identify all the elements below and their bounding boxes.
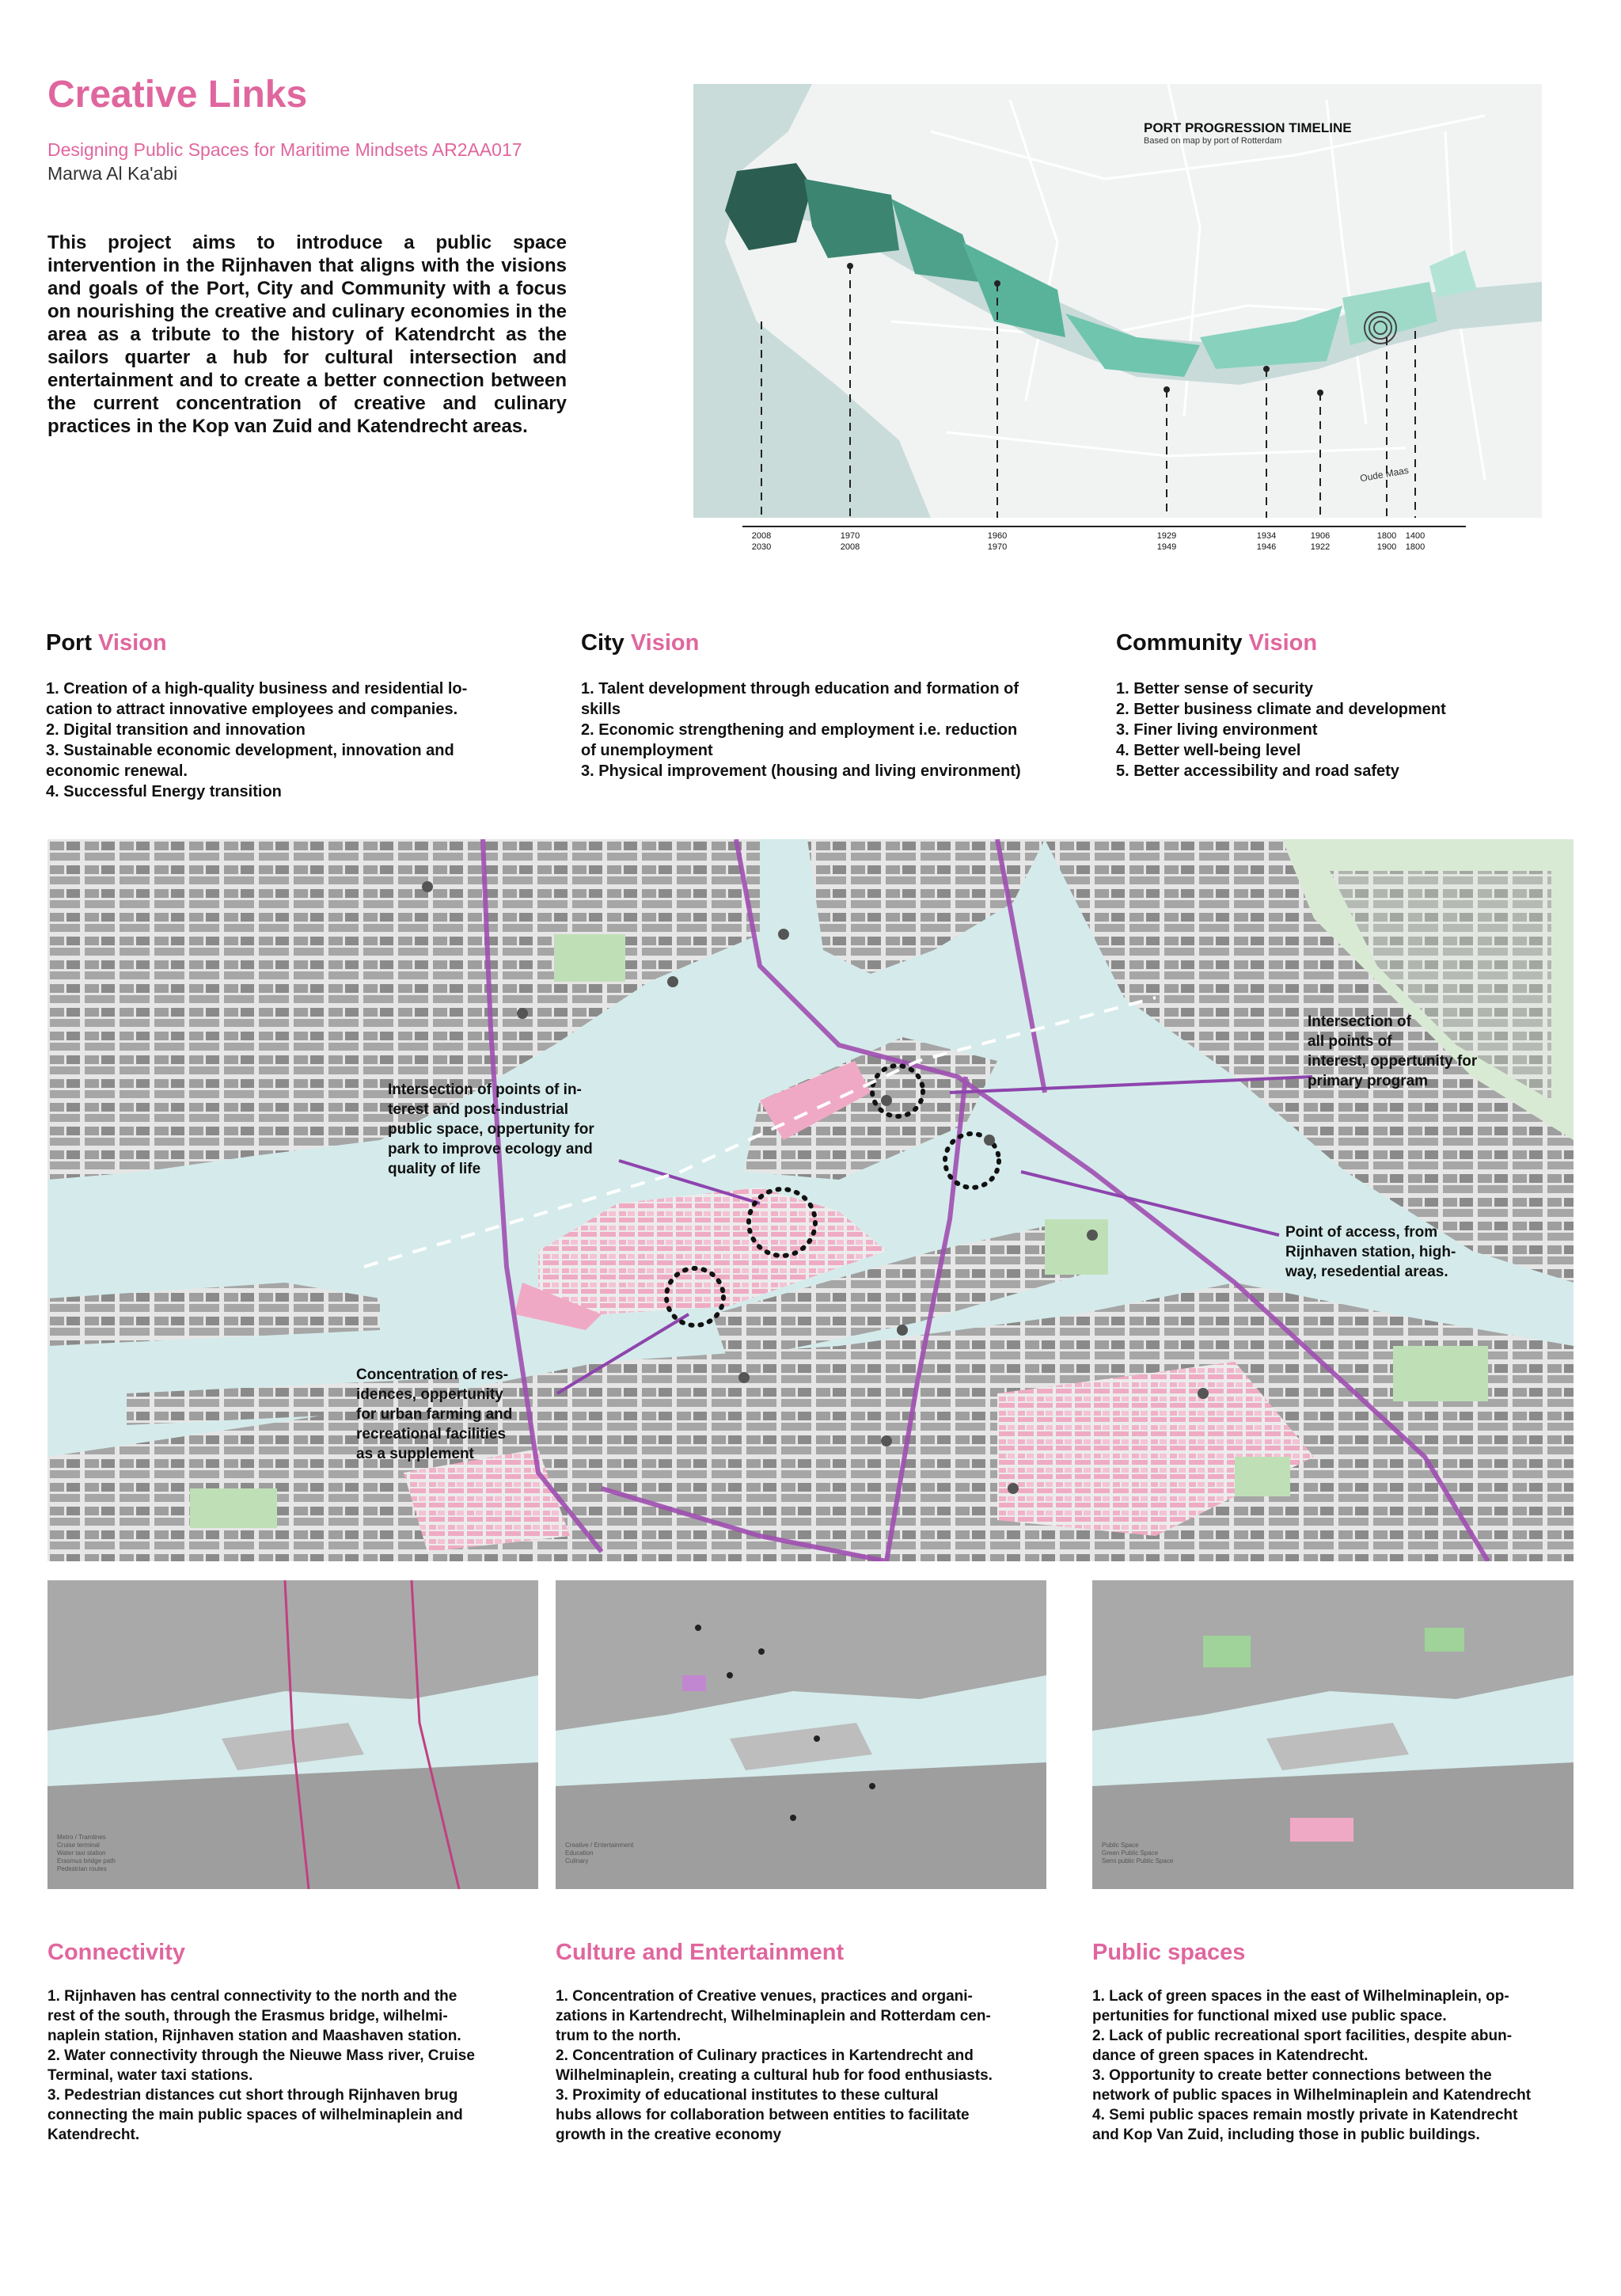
list-item: 3. Finer living environment bbox=[1116, 721, 1318, 739]
list-item: growth in the creative economy bbox=[556, 2127, 782, 2143]
list-item: 1. Better sense of security bbox=[1116, 680, 1313, 698]
section-heading: Culture and Entertainment bbox=[556, 1940, 845, 1965]
intro-paragraph: This project aims to introduce a public space intervention in the Rijnhaven that aligns with the visions and goals of the Port, City and Community with a focus on nourishing the creative and culinary economies in the area as a tribute to the history of Katendrcht as the sailors quarter a hub for cultural intersection and entertainment and to create a better connection between the current concentration of creative and culinary practices in the Kop van Zuid and Katendrecht areas. bbox=[47, 232, 567, 437]
legend-item: Semi public Public Space bbox=[1102, 1857, 1174, 1865]
vision-list bbox=[581, 679, 1080, 781]
timeline-tick: 1906 1922 bbox=[1310, 531, 1331, 552]
list-item: dance of green spaces in Katendrecht. bbox=[1092, 2047, 1369, 2064]
vision-heading: Port Vision bbox=[46, 630, 167, 656]
public-spaces-section bbox=[1092, 1940, 1583, 2145]
main-map-graphic bbox=[47, 839, 1574, 1561]
list-item: Terminal, water taxi stations. bbox=[47, 2067, 253, 2084]
timeline-subtitle: Based on map by port of Rotterdam bbox=[1144, 136, 1282, 146]
list-item: Wilhelminaplein, creating a cultural hub for food enthusiasts. bbox=[556, 2067, 993, 2084]
list-item: 2. Concentration of Culinary practices in Kartendrecht and bbox=[556, 2047, 974, 2064]
culture-section bbox=[556, 1940, 1062, 2145]
legend-item: Culinary bbox=[565, 1857, 589, 1865]
list-item: connecting the main public spaces of wilhelminaplein and bbox=[47, 2107, 463, 2123]
list-item: 5. Better accessibility and road safety bbox=[1116, 762, 1399, 780]
legend-item: Education bbox=[565, 1849, 594, 1857]
annotation-primary-program: Intersection of all points of interest, oppertunity for primary program bbox=[1308, 1013, 1478, 1089]
connectivity-legend bbox=[57, 1834, 116, 1873]
timeline-axis bbox=[742, 526, 1466, 527]
vision-list bbox=[46, 679, 545, 802]
river-label: Oude Maas bbox=[1359, 464, 1410, 485]
list-item: Katendrecht. bbox=[47, 2127, 140, 2143]
list-item: skills bbox=[581, 701, 621, 718]
list-item: 1. Concentration of Creative venues, practices and organi- bbox=[556, 1988, 973, 2005]
list-item: rest of the south, through the Erasmus bridge, wilhelmi- bbox=[47, 2008, 448, 2024]
vision-list bbox=[1116, 679, 1591, 781]
list-item: network of public spaces in Wilhelminaplein and Katendrecht bbox=[1092, 2087, 1532, 2104]
connectivity-section bbox=[47, 1940, 538, 2145]
list-item: hubs allows for collaboration between entities to facilitate bbox=[556, 2107, 970, 2123]
list-item: 1. Rijnhaven has central connectivity to the north and the bbox=[47, 1988, 457, 2005]
annotation-park: Intersection of points of in- terest and post-industrial public space, oppertunity for park to improve ecology and quality of life bbox=[388, 1081, 594, 1177]
section-heading: Public spaces bbox=[1092, 1940, 1246, 1965]
timeline-tick: 1934 1946 bbox=[1256, 531, 1277, 552]
list-item: cation to attract innovative employees and companies. bbox=[46, 701, 458, 718]
legend-item: Public Space bbox=[1102, 1842, 1139, 1849]
legend-item: Metro / Tramlines bbox=[57, 1834, 106, 1841]
timeline-tick: 1970 2008 bbox=[840, 531, 860, 552]
legend-item: Erasmus bridge path bbox=[57, 1857, 116, 1865]
list-item: 1. Creation of a high-quality business and residential lo- bbox=[46, 680, 468, 698]
port-vision bbox=[46, 630, 545, 802]
timeline-tick: 1800 1900 bbox=[1376, 531, 1397, 552]
city-vision bbox=[581, 630, 1080, 781]
list-item: 2. Better business climate and development bbox=[1116, 701, 1446, 718]
public-spaces-legend bbox=[1102, 1842, 1173, 1865]
legend-item: Cruise terminal bbox=[57, 1842, 100, 1849]
findings-list bbox=[47, 1986, 538, 2145]
findings-list bbox=[556, 1986, 1062, 2145]
legend-item: Green Public Space bbox=[1102, 1849, 1159, 1857]
vision-heading: Community Vision bbox=[1116, 630, 1318, 656]
timeline-tick: 1929 1949 bbox=[1156, 531, 1177, 552]
list-item: 3. Physical improvement (housing and living environment) bbox=[581, 762, 1021, 780]
annotation-residences: Concentration of res- idences, oppertunity for urban farming and recreational facilities as a supplement bbox=[356, 1367, 513, 1462]
legend-item: Creative / Entertainment bbox=[565, 1842, 634, 1849]
list-item: 3. Pedestrian distances cut short through Rijnhaven brug bbox=[47, 2087, 458, 2104]
list-item: 2. Economic strengthening and employment i.e. reduction bbox=[581, 721, 1018, 739]
connectivity-map bbox=[47, 1580, 538, 1889]
connectivity-map-graphic bbox=[47, 1580, 538, 1889]
list-item: 3. Proximity of educational institutes to these cultural bbox=[556, 2087, 939, 2104]
list-item: 4. Successful Energy transition bbox=[46, 783, 282, 800]
list-item: 2. Digital transition and innovation bbox=[46, 721, 306, 739]
list-item: 1. Lack of green spaces in the east of Wilhelminaplein, op- bbox=[1092, 1988, 1509, 2005]
list-item: of unemployment bbox=[581, 742, 713, 759]
list-item: zations in Kartendrecht, Wilhelminaplein and Rotterdam cen- bbox=[556, 2008, 991, 2024]
list-item: pertunities for functional mixed use public space. bbox=[1092, 2008, 1447, 2024]
annotation-access: Point of access, from Rijnhaven station, high- way, resedential areas. bbox=[1285, 1224, 1456, 1280]
port-timeline-map bbox=[693, 84, 1542, 518]
list-item: 2. Water connectivity through the Nieuwe Mass river, Cruise bbox=[47, 2047, 475, 2064]
list-item: naplein station, Rijnhaven station and Maashaven station. bbox=[47, 2028, 461, 2044]
timeline-tick: 1960 1970 bbox=[987, 531, 1008, 552]
list-item: and Kop Van Zuid, including those in public buildings. bbox=[1092, 2127, 1480, 2143]
list-item: 3. Sustainable economic development, innovation and bbox=[46, 742, 454, 759]
list-item: economic renewal. bbox=[46, 762, 188, 780]
legend-item: Water taxi station bbox=[57, 1849, 106, 1857]
timeline-tick: 1400 1800 bbox=[1405, 531, 1425, 552]
list-item: 3. Opportunity to create better connections between the bbox=[1092, 2067, 1492, 2084]
community-vision bbox=[1116, 630, 1591, 781]
section-heading: Connectivity bbox=[47, 1940, 186, 1965]
timeline-map-graphic bbox=[693, 84, 1542, 518]
legend-item: Pedestrian routes bbox=[57, 1865, 107, 1872]
timeline-title: PORT PROGRESSION TIMELINE bbox=[1144, 120, 1352, 135]
culture-legend bbox=[565, 1842, 633, 1865]
author-name: Marwa Al Ka'abi bbox=[47, 163, 178, 184]
vision-heading: City Vision bbox=[581, 630, 700, 656]
list-item: 4. Semi public spaces remain mostly private in Katendrecht bbox=[1092, 2107, 1518, 2123]
list-item: trum to the north. bbox=[556, 2028, 681, 2044]
timeline-tick: 2008 2030 bbox=[751, 531, 772, 552]
findings-list bbox=[1092, 1986, 1583, 2145]
main-site-map bbox=[47, 839, 1574, 1561]
list-item: 1. Talent development through education and formation of bbox=[581, 680, 1019, 698]
page-title: Creative Links bbox=[47, 74, 308, 116]
list-item: 4. Better well-being level bbox=[1116, 742, 1301, 759]
page-subtitle: Designing Public Spaces for Maritime Mindsets AR2AA017 bbox=[47, 139, 522, 160]
list-item: 2. Lack of public recreational sport facilities, despite abun- bbox=[1092, 2028, 1513, 2044]
